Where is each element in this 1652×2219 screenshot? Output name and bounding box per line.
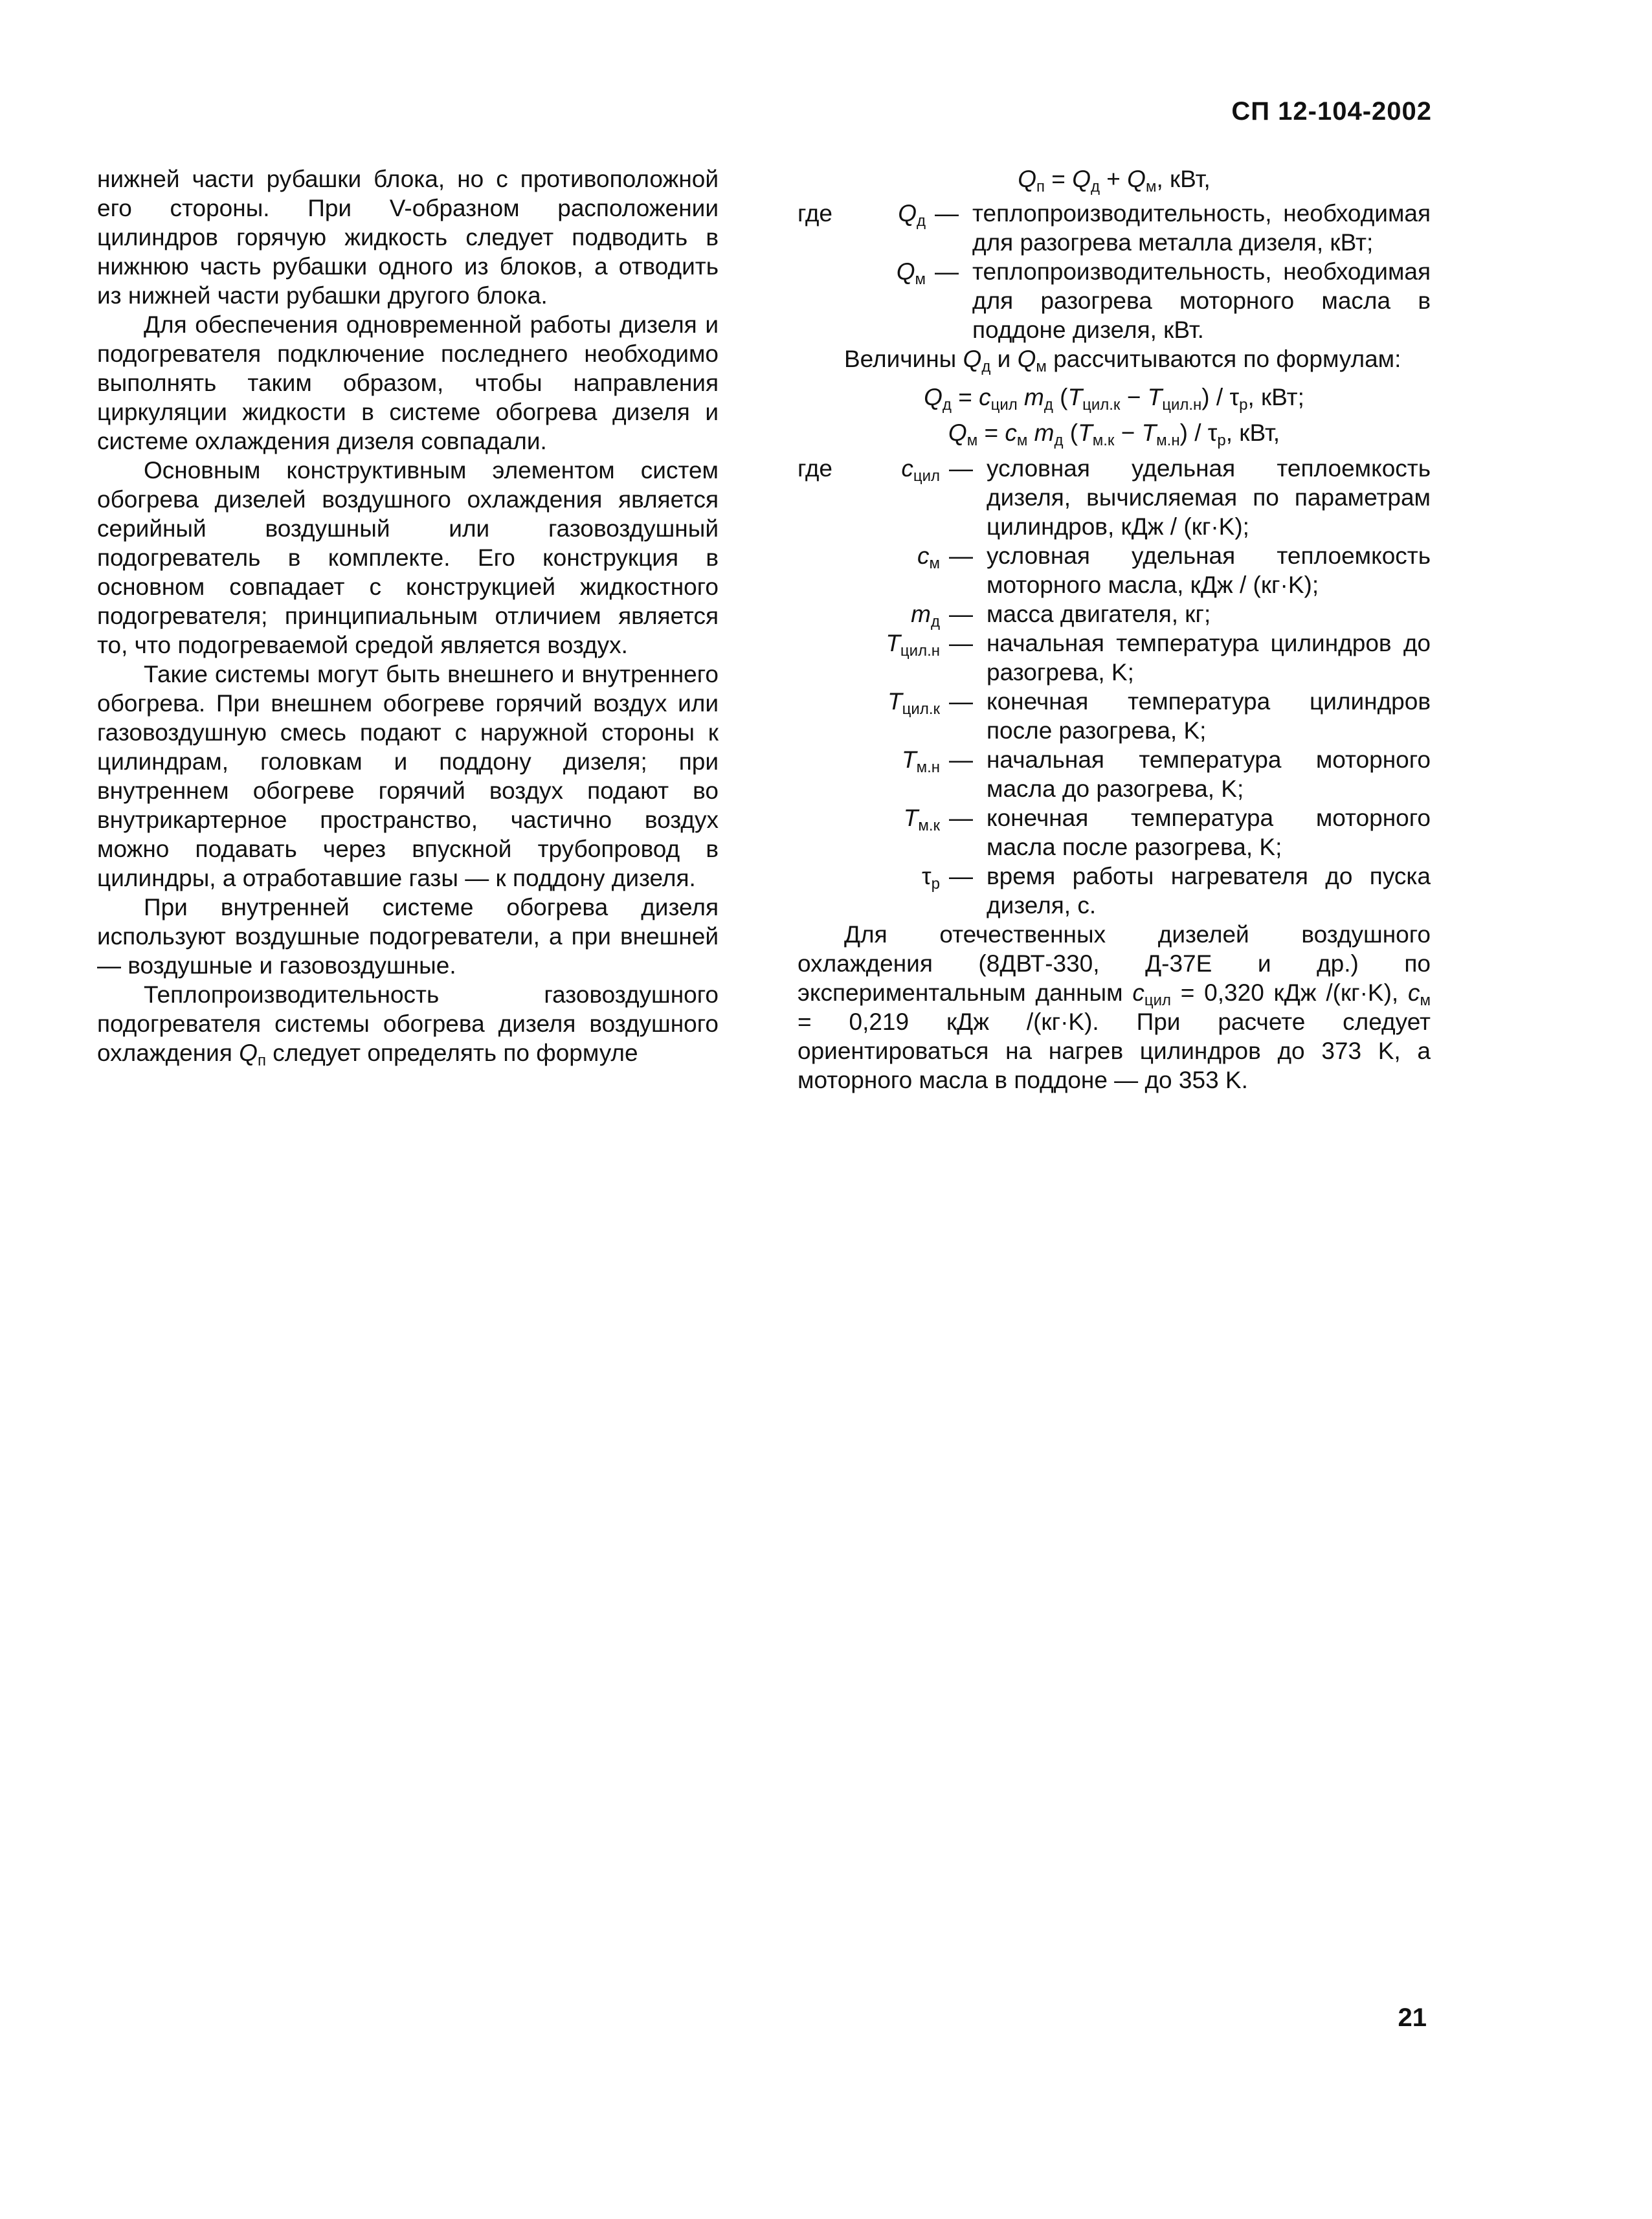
definition-row <box>798 629 1431 687</box>
definition-dash: — <box>949 542 973 569</box>
definition-symbol: $c_м$ <box>917 542 940 572</box>
definition-row <box>798 745 1431 803</box>
definition-symbol: $m_д$ <box>911 601 940 630</box>
definition-text: теплопроизводительность, необходимая для разогрева моторного масла в поддоне дизеля, кВт. <box>972 258 1431 343</box>
definition-dash: — <box>935 258 959 285</box>
definition-text: условная удельная теплоемкость моторного масла, кДж / (кг·K); <box>987 542 1431 598</box>
definition-symbol: $Q_д$ <box>898 200 926 230</box>
paragraph-3: Основным конструктивным элементом систем обогрева дизелей воздушного охлаждения является серийный воздушный или газовоздушный подогреватель в комплекте. Его конструкция в основном совпадает с конструкцией жидкостного подогревателя; принципиальным отличием является то, что подогреваемой средой является воздух. <box>97 457 719 658</box>
page-number: 21 <box>1398 2003 1427 2032</box>
definition-dash: — <box>949 863 973 889</box>
definition-dash: — <box>949 805 973 831</box>
where-label: где <box>798 455 833 482</box>
formula-qm: $Q_м = c_м$ $m_д$ $(T_{м.к} - T_{м.н}) / \tau_р$, кВт, <box>948 419 1280 449</box>
definition-text: условная удельная теплоемкость дизеля, вычисляемая по параметрам цилиндров, кДж / (кг·K); <box>987 455 1431 540</box>
definition-row <box>798 257 1431 344</box>
definition-row <box>798 199 1431 257</box>
values-intro: Величины $Q_д$ и $Q_м$ рассчитываются по формулам: <box>844 346 1401 375</box>
paragraph-1: нижней части рубашки блока, но с противоположной его стороны. При V-образном расположении цилиндров горячую жидкость следует подводить в нижнюю часть рубашки одного из блоков, а отводить из нижней части рубашки другого блока. <box>97 166 719 309</box>
definition-dash: — <box>935 200 959 227</box>
definition-symbol: $T_{м.н}$ <box>901 746 940 776</box>
document-code: СП 12-104-2002 <box>1231 97 1432 126</box>
paragraph-6: Теплопроизводительность газовоздушного подогревателя системы обогрева дизеля воздушного охлаждения $Q_п$ следует определять по формуле <box>97 981 719 1069</box>
definition-dash: — <box>949 630 973 656</box>
definition-row <box>798 541 1431 599</box>
definition-text: начальная температура цилиндров до разогрева, K; <box>987 630 1431 686</box>
definition-text: конечная температура цилиндров после разогрева, K; <box>987 688 1431 744</box>
definition-row <box>798 803 1431 862</box>
definition-dash: — <box>949 746 973 773</box>
definition-text: масса двигателя, кг; <box>987 601 1211 627</box>
left-column <box>97 164 719 1067</box>
definition-symbol: $T_{м.к}$ <box>903 805 940 834</box>
definition-row <box>798 599 1431 629</box>
definition-symbol: $T_{цил.к}$ <box>887 688 940 718</box>
definition-row <box>798 454 1431 541</box>
definition-symbol: $T_{цил.н}$ <box>886 630 940 660</box>
definition-text: начальная температура моторного масла до разогрева, K; <box>987 746 1431 802</box>
right-column <box>798 164 1431 1095</box>
definition-row <box>798 687 1431 745</box>
paragraph-2: Для обеспечения одновременной работы дизеля и подогревателя подключение последнего необходимо выполнять таким образом, чтобы направления циркуляции жидкости в системе обогрева дизеля и системе охлаждения дизеля совпадали. <box>97 311 719 454</box>
where-label: где <box>798 200 833 227</box>
final-paragraph: Для отечественных дизелей воздушного охлаждения (8ДВТ-330, Д-37Е и др.) по экспериментальным данным $c_{цил} = 0,320$ кДж /(кг·K), $c_м = 0,219$ кДж /(кг·K). При расчете следует ориентироваться на нагрев цилиндров до 373 K, а моторного масла в поддоне — до 353 K. <box>798 921 1431 1093</box>
formula-qd: $Q_д = c_{цил}$ $m_д$ $(T_{цил.к} - T_{цил.н}) / \tau_р$, кВт; <box>924 384 1304 414</box>
definition-text: теплопроизводительность, необходимая для разогрева металла дизеля, кВт; <box>972 200 1431 256</box>
paragraph-5: При внутренней системе обогрева дизеля используют воздушные подогреватели, а при внешней — воздушные и газовоздушные. <box>97 894 719 979</box>
definition-symbol: $c_{цил}$ <box>901 455 940 485</box>
definitions-list-1 <box>798 199 1431 344</box>
definition-dash: — <box>949 601 973 627</box>
definition-dash: — <box>949 688 973 715</box>
formula-qp: $Q_п = Q_д + Q_м$, кВт, <box>1018 166 1211 195</box>
definition-symbol: $\tau_р$ <box>922 863 940 893</box>
definitions-list-2 <box>798 454 1431 920</box>
definition-text: время работы нагревателя до пуска дизеля, с. <box>987 863 1431 919</box>
definition-dash: — <box>949 455 973 482</box>
definition-text: конечная температура моторного масла после разогрева, K; <box>987 805 1431 860</box>
paragraph-4: Такие системы могут быть внешнего и внутреннего обогрева. При внешнем обогреве горячий воздух или газовоздушную смесь подают с наружной стороны к цилиндрам, головкам и поддону дизеля; при внутреннем обогреве горячий воздух подают во внутрикартерное пространство, частично воздух можно подавать через впускной трубопровод в цилиндры, а отработавшие газы — к поддону дизеля. <box>97 661 719 891</box>
definition-symbol: $Q_м$ <box>896 258 926 288</box>
definition-row <box>798 862 1431 920</box>
